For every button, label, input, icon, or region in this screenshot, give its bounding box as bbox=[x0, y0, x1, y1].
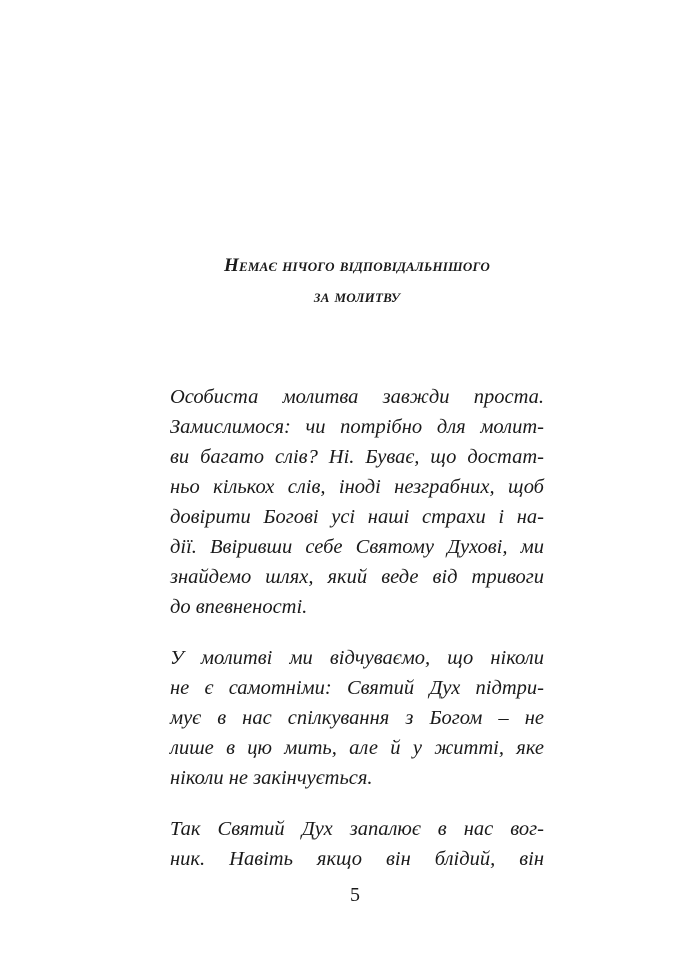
chapter-heading bbox=[150, 250, 564, 312]
text-line: до впевненості. bbox=[170, 596, 308, 618]
text-line: дії. Ввіривши себе Святому Духові, ми bbox=[170, 536, 544, 558]
paragraph bbox=[170, 382, 544, 622]
text-line: ви багато слів? Ні. Буває, що достат- bbox=[170, 446, 544, 468]
text-line: знайдемо шлях, який веде від тривоги bbox=[170, 566, 544, 588]
text-line: У молитві ми відчуваємо, що ніколи bbox=[170, 647, 544, 669]
paragraph bbox=[170, 814, 544, 874]
text-line: довірити Богові усі наші страхи і на- bbox=[170, 506, 544, 528]
text-line: Особиста молитва завжди проста. bbox=[170, 386, 544, 408]
page-number: 5 bbox=[350, 884, 360, 906]
text-line: Замислимося: чи потрібно для молит- bbox=[170, 416, 544, 438]
text-line: не є самотніми: Святий Дух підтри- bbox=[170, 677, 544, 699]
text-line: ник. Навіть якщо він блідий, він bbox=[170, 848, 544, 870]
paragraph bbox=[170, 643, 544, 793]
text-line: мує в нас спілкування з Богом – не bbox=[170, 707, 544, 729]
heading-line-2: за молитву bbox=[313, 286, 401, 307]
text-line: лише в цю мить, але й у житті, яке bbox=[170, 737, 544, 759]
text-line: ніколи не закінчується. bbox=[170, 767, 373, 789]
body-text bbox=[170, 382, 544, 895]
text-line: Так Святий Дух запалює в нас вог- bbox=[170, 818, 544, 840]
heading-line-1: Немає нічого відповідальнішого bbox=[224, 255, 490, 276]
text-line: ньо кількох слів, іноді незграбних, щоб bbox=[170, 476, 544, 498]
